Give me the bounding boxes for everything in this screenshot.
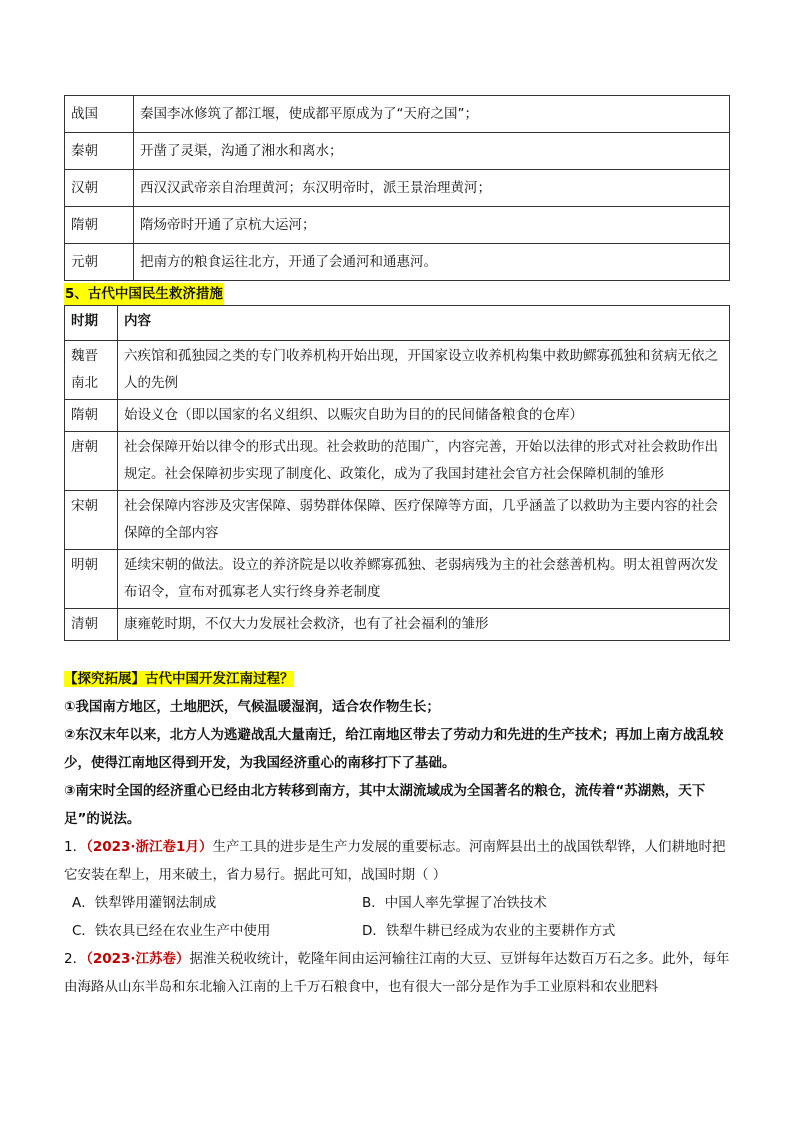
period-cell: 元朝 [65,244,134,281]
question-1 [64,833,730,889]
explore-point: ②东汉末年以来，北方人为逃避战乱大量南迁，给江南地区带去了劳动力和先进的生产技术；再加上南方战乱较少，使得江南地区得到开发，为我国经济重心的南移打下了基础。 [64,727,724,771]
table-header-row [65,306,730,341]
content-cell: 秦国李冰修筑了都江堰，使成都平原成为了“天府之国”； [134,96,730,133]
relief-measures-table [64,305,730,641]
content-cell: 把南方的粮食运往北方，开通了会通河和通惠河。 [134,244,730,281]
content-cell: 康雍乾时期，不仅大力发展社会救济，也有了社会福利的雏形 [118,609,730,641]
option-c[interactable]: C．铁农具已经在农业生产中使用 [72,923,271,939]
table-row [65,341,730,400]
table-row [65,491,730,550]
header-period: 时期 [65,306,118,341]
content-cell: 始设义仓（即以国家的名义组织、以赈灾自助为目的的民间储备粮食的仓库） [118,400,730,432]
question-source: （2023·江苏卷） [86,951,190,967]
explore-point: ①我国南方地区，土地肥沃，气候温暖湿润，适合农作物生长； [64,699,440,715]
table-row [65,244,730,281]
table-row [65,432,730,491]
period-cell: 战国 [65,96,134,133]
explore-section [64,665,730,833]
content-cell: 社会保障内容涉及灾害保障、弱势群体保障、医疗保障等方面，几乎涵盖了以救助为主要内容的社会保障的全部内容 [118,491,730,550]
option-d[interactable]: D．铁犁牛耕已经成为农业的主要耕作方式 [362,923,616,939]
explore-title [64,665,730,693]
content-cell: 西汉汉武帝亲自治理黄河；东汉明帝时，派王景治理黄河； [134,170,730,207]
period-cell: 隋朝 [65,207,134,244]
page [64,95,730,1001]
period-cell: 唐朝 [65,432,118,491]
content-cell: 隋炀帝时开通了京杭大运河； [134,207,730,244]
period-cell: 宋朝 [65,491,118,550]
question-stem: 生产工具的进步是生产力发展的重要标志。河南辉县出土的战国铁犁铧，人们耕地时把它安装在犁上，用来破土，省力易行。据此可知，战国时期（ ） [64,839,726,883]
question-stem: 据淮关税收统计，乾隆年间由运河输往江南的大豆、豆饼每年达数百万石之多。此外，每年由海路从山东半岛和东北输入江南的上千万石粮食中，也有很大一部分是作为手工业原料和农业肥料 [64,951,730,995]
header-content: 内容 [118,306,730,341]
period-cell: 明朝 [65,550,118,609]
table-row [65,170,730,207]
period-cell: 汉朝 [65,170,134,207]
question-number: 2． [64,951,87,967]
option-b[interactable]: B．中国人率先掌握了冶铁技术 [362,895,547,911]
content-cell: 开凿了灵渠，沟通了湘水和离水； [134,133,730,170]
period-cell: 清朝 [65,609,118,641]
options-row [64,917,730,945]
explore-point: ③南宋时全国的经济重心已经由北方转移到南方，其中太湖流域成为全国著名的粮仓，流传着“苏湖熟，天下足”的说法。 [64,783,706,827]
option-a[interactable]: A．铁犁铧用灌钢法制成 [72,895,217,911]
question-number: 1． [64,839,87,855]
content-cell: 社会保障开始以律令的形式出现。社会救助的范围广，内容完善，开始以法律的形式对社会救助作出规定。社会保障初步实现了制度化、政策化，成为了我国封建社会官方社会保障机制的雏形 [118,432,730,491]
options-row [64,889,730,917]
table-row [65,609,730,641]
table-row [65,96,730,133]
question-2 [64,945,730,1001]
question-source: （2023·浙江卷1月） [86,839,213,855]
table-row [65,550,730,609]
section-heading: 5、古代中国民生救济措施 [64,283,224,305]
water-projects-table [64,95,730,281]
table-row [65,133,730,170]
period-cell: 隋朝 [65,400,118,432]
table-row [65,400,730,432]
content-cell: 延续宋朝的做法。设立的养济院是以收养鳏寡孤独、老弱病残为主的社会慈善机构。明太祖曾两次发布诏令，宣布对孤寡老人实行终身养老制度 [118,550,730,609]
table-row [65,207,730,244]
period-cell: 秦朝 [65,133,134,170]
content-cell: 六疾馆和孤独园之类的专门收养机构开始出现，开国家设立收养机构集中救助鳏寡孤独和贫病无依之人的先例 [118,341,730,400]
explore-title-text: 【探究拓展】古代中国开发江南过程？ [64,671,294,687]
period-cell: 魏晋南北 [65,341,118,400]
